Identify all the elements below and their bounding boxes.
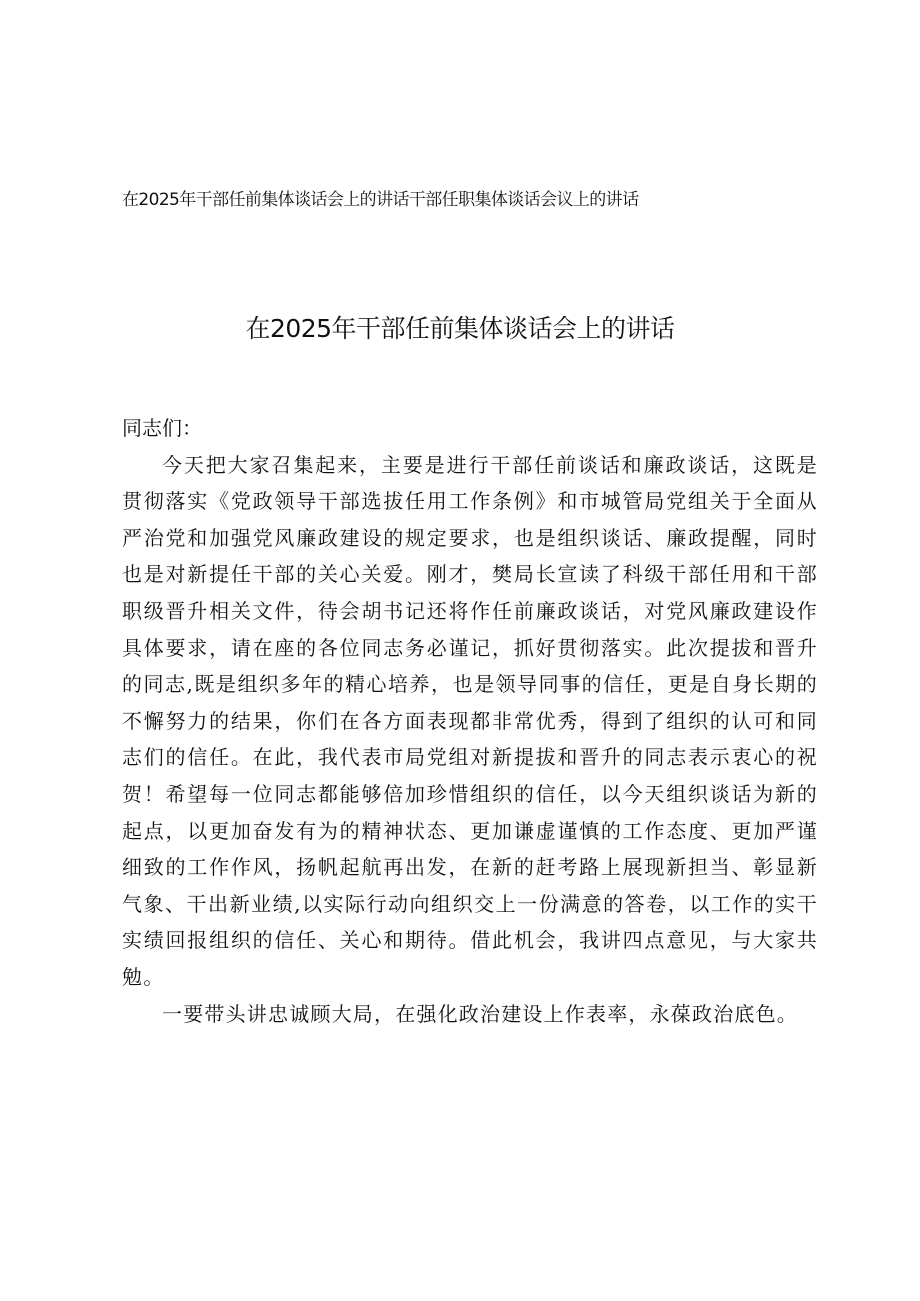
document-body (122, 410, 818, 1032)
running-title: 在2025年干部任前集体谈话会上的讲话干部任职集体谈话会议上的讲话 (122, 190, 639, 210)
paragraph-2: 一要带头讲忠诚顾大局，在强化政治建设上作表率，永葆政治底色。 (162, 1001, 798, 1026)
salutation: 同志们： (122, 416, 202, 440)
paragraph-1: 今天把大家召集起来，主要是进行干部任前谈话和廉政谈话，这既是贯彻落实《党政领导干部选拔任用工作条例》和市城管局党组关于全面从严治党和加强党风廉政建设的规定要求，也是组织谈话、廉政提醒，同时也是对新提任干部的关心关爱。刚才，樊局长宣读了科级干部任用和干部职级晋升相关文件，待会胡书记还将作任前廉政谈话，对党风廉政建设作具体要求，请在座的各位同志务必谨记，抓好贯彻落实。此次提拔和晋升的同志,既是组织多年的精心培养，也是领导同事的信任，更是自身长期的不懈努力的结果，你们在各方面表现都非常优秀，得到了组织的认可和同志们的信任。在此，我代表市局党组对新提拔和晋升的同志表示衷心的祝贺！希望每一位同志都能够倍加珍惜组织的信任，以今天组织谈话为新的起点，以更加奋发有为的精神状态、更加谦虚谨慎的工作态度、更加严谨细致的工作作风，扬帆起航再出发，在新的赶考路上展现新担当、彰显新气象、干出新业绩,以实际行动向组织交上一份满意的答卷，以工作的实干实绩回报组织的信任、关心和期待。借此机会，我讲四点意见，与大家共勉。 (122, 452, 818, 989)
document-title: 在2025年干部任前集体谈话会上的讲话 (245, 314, 675, 343)
